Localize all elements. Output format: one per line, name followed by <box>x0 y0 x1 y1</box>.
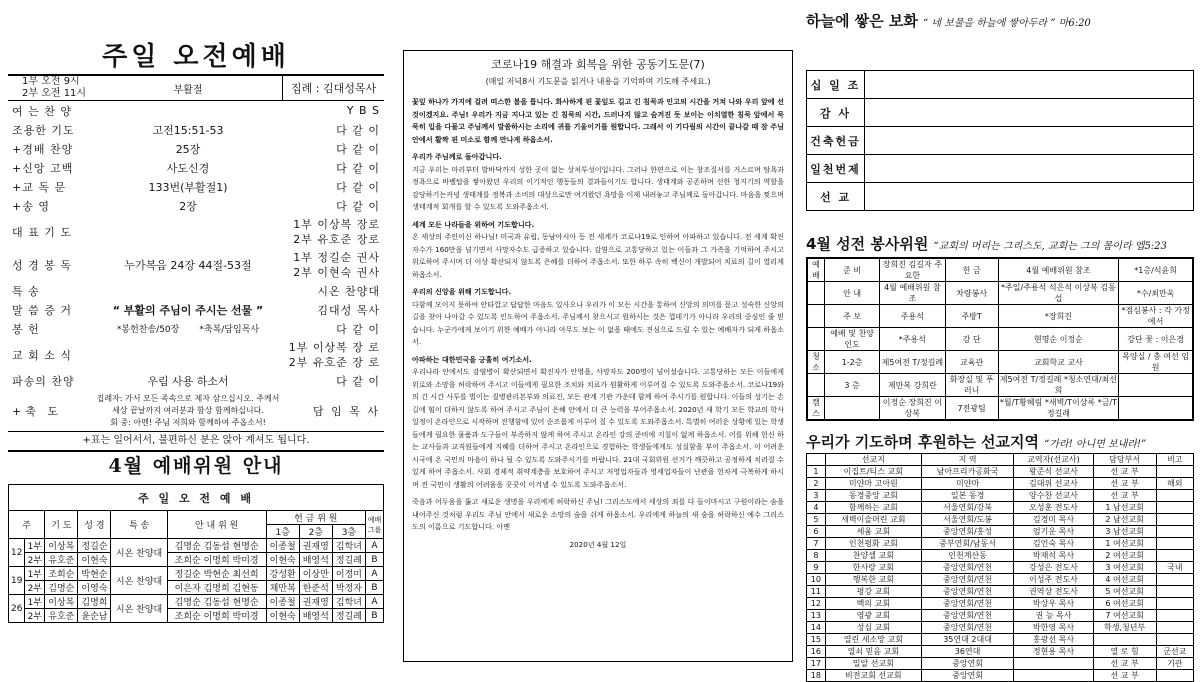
prayer-panel <box>403 0 793 669</box>
roster-row: 26 1부 이상복 김명희 시온 찬양대 김명순 김동섭 현명순 이종철 권재영 김학녀 A <box>9 595 384 609</box>
service-table <box>806 257 1194 421</box>
order-row: 조용한 기도 고전15:51-53 다 같 이 <box>12 123 380 137</box>
service-row: 예배 및 찬양 인도 *주용석 강 단 현명순 이정순 강단 꽃 : 이은경 <box>807 328 1193 351</box>
prayer-section-body: 지금 우리는 마리부터 발바닥까지 성한 곳이 없는 상처투성이입니다. 그러나 한편으로 이는 창조질서를 거스르며 탐욕과 정욕으로 바벨탑을 쌓아왔던 우리의 이기적인 행동들의 결과들이기도 합니다. 생태계와 공존하며 선한 청지기의 역할을 감당하기는커녕 생태계를 정복과 소비의 대상으로만 여겨왔던 욕망을 이제 내려놓고 주님께로 돌아갑니다. 마음을 찢으며 생태계적 회개를 할 수 있도록 도와주옵소서. <box>412 164 784 211</box>
roster-row: 2부 유호준 이현숙 조희순 이명희 박미경 이현숙 배영석 정길례 B <box>9 553 384 567</box>
mission-row: 4 함께하는 교회 서울연회/강북 오성훈 전도사 1 남선교회 <box>807 502 1194 514</box>
mission-row: 7 인천평화 교회 중부연회/남동서 김언숙 목사 1 여선교회 <box>807 538 1194 550</box>
roster-table: 주 일 오 전 예 배 주 기 도 성 경 특 송 안 내 위 원 헌 금 위 원 예배 그룹 1층 2층 3층 12 1부 이상복 정길순 시온 찬양대 김명순 김동섭 현명순 이종철 권재영 김학녀 A 2부 유호준 이현숙 조희순 이명희 박미경 이현숙 배영석 정길례 B 19 1부 조희순 박현순 시온 찬양대 정길순 박현순 최선희 강성환 이상만 이정미 A 2부 김명순 이영숙 이은자 김명희 김현동 채만복 한준석 박정자 B 26 1부 이상복 김명희 시온 찬양대 김명순 김동섭 현명순 이종철 권재영 김학녀 A 2부 유호준 윤순남 조희순 이명희 박미경 이현숙 배영석 정길례 B <box>8 484 384 623</box>
service-times: 1부 오전 9시 2부 오전 11시 <box>22 76 87 99</box>
offering-table <box>806 70 1194 211</box>
order-reading: 성 경 봉 독 누가복음 24장 44절-53절 1부 정길순 권사 2부 이현숙 권사 <box>12 250 380 279</box>
service-row: 캠스 이정순 장희진 이상복 7전광팀 *월/T황혜림 *새벽/T이상록 *금/T정길례 <box>807 397 1193 421</box>
mission-row: 12 백의 교회 중앙연회/연천 박상우 목사 6 여선교회 <box>807 598 1194 610</box>
service-row: 청소 1-2층 제5여전 T/정길례 교육관 교회학교 교사 목양실 / 충 여선 임원 <box>807 351 1193 374</box>
mission-row: 18 비전교회 선교회 중앙연회 선 교 부 <box>807 670 1194 682</box>
roster-row: 2부 김명순 이영숙 이은자 김명희 김현동 채만복 한준석 박정자 B <box>9 581 384 595</box>
offering-row: 건축헌금 <box>807 127 1194 155</box>
mission-row: 15 열린 새소망 교회 35연대 2대대 홍광선 목사 <box>807 634 1194 646</box>
mission-row: 1 이집트/티스 교회 남아프리카공화국 왕준식 선교사 선 교 부 <box>807 466 1194 478</box>
mission-row: 6 세움 교회 중앙연회/홍성 엄기운 목사 3 남선교회 <box>807 526 1194 538</box>
order-news: 교 회 소 식 1부 이상복 장 로 2부 유호준 장 로 <box>12 340 380 369</box>
worship-title: 주일 오전예배 <box>102 42 290 72</box>
prayer-subtitle: (매일 저녁8시 기도문을 읽거나 내용을 기억하며 기도해 주세요.) <box>485 76 711 86</box>
offering-row: 일천번제 <box>807 155 1194 183</box>
prayer-section-head: 우리가 주님께로 돌아갑니다. <box>412 152 502 161</box>
offering-row: 십 일 조 <box>807 71 1194 99</box>
roster-row: 2부 유호준 윤순남 조희순 이명희 박미경 이현숙 배영석 정길례 B <box>9 609 384 623</box>
roster-row: 12 1부 이상복 정길순 시온 찬양대 김명순 김동섭 현명순 이종철 권재영 김학녀 A <box>9 539 384 553</box>
mission-table <box>806 453 1194 682</box>
prayer-date: 2020년 4월 12일 <box>569 539 627 549</box>
prayer-section-body: 온 세상의 주인이신 하나님! 미국과 유럽, 동남아시아 등 전 세계가 코로나19로 인하여 아파하고 있습니다. 전 세계 확진자수가 160만을 넘기면서 사망자수도 급증하고 있습니다. 감염으로 고통당하고 있는 이들과 그 가족을 기억하여 주시고 위로하여 주시며 더 이상 확산되지 않도록 은혜를 더하여 주옵소서. 또한 하루 속히 백신이 개발되어 치료의 길이 열리게 하옵소서. <box>412 232 784 279</box>
service-row: 주 보 주용석 주방T *장희진 *점심봉사 : 각 가정에서 <box>807 305 1193 328</box>
roster-row: 19 1부 조희순 박현순 시온 찬양대 정길순 박현순 최선희 강성환 이상만 이정미 A <box>9 567 384 581</box>
prayer-section-body: 죽음과 어두움을 뚫고 새로운 생명을 우리에게 허락하신 주님! 그리스도에서 세상의 죄를 다 들이마시고 구원이라는 숨을 내어주신 것처럼 우리도 주님 안에서 새로운 소망의 숨을 쉬게 하옵소서. 우리에게 하늘의 새 숨을 허락하신 예수 그리스도의 이름으로 기도합니다. 아멘 <box>412 497 784 531</box>
season-label: 부활절 <box>173 84 203 96</box>
mission-title: 우리가 기도하며 후원하는 선교지역 “가라! 아니면 보내라!” <box>806 433 1147 451</box>
roster-caption: 주 일 오 전 예 배 <box>9 485 384 511</box>
mission-header: 선교지 지 역 교역자(선교사) 담당부서 비고 <box>807 454 1194 466</box>
mission-row: 13 영광 교회 중앙연회/연천 권 능 목사 7 여선교회 <box>807 610 1194 622</box>
service-row: 안 내 4월 예배위원 참조 차량봉사 *주일/주용석 석은석 이상복 김동섭 *수/최만욱 <box>807 282 1193 305</box>
prayer-intro: 꽃잎 하나가 가지에 걸려 떠스한 봄을 틉니다. 화사하게 핀 꽃잎도 길고 긴 침묵과 인고의 시간을 거쳐 나와 우리 앞에 선 것이겠지요. 주님! 우리가 지금 지나고 있는 긴 침묵의 시간, 드러나지 않고 숨겨진 듯 보이는 이치열한 침묵 앞에서 묵묵히 입을 다물고 주님께서 말씀하시는 소리에 귀를 기울이기를 원합니다. 그래서 이 기다림의 시간이 끝나갈 때 잠 주님 안에서 활짝 핀 미소로 함께 만나게 하옵소서. <box>412 97 784 144</box>
service-row: 예배 준 비 장희진 김길자 주요한 헌 금 4월 예배위원 참조 *1층/석윤희 <box>807 258 1193 282</box>
order-sermon: 말 씀 증 거 “ 부활의 주님이 주시는 선물 ” 김대성 목사 <box>12 303 380 317</box>
mission-row: 16 열쇠 믿음 교회 36연대 정현용 목사 열 로 힘 군선교 <box>807 646 1194 658</box>
order-offering: 봉 헌 *봉헌찬송/50장 *축복/담임목사 다 같 이 <box>12 322 380 336</box>
order-special: 특 송 시온 찬양대 <box>12 284 380 298</box>
mission-row: 17 밀알 선교회 중앙연회 선 교 부 기관 <box>807 658 1194 670</box>
mission-row: 10 행복한 교회 중앙연회/연천 이성주 전도사 4 여선교회 <box>807 574 1194 586</box>
offering-title: 하늘에 쌓은 보화 “ 네 보물을 하늘에 쌓아두라 ” 마6:20 <box>806 12 1091 30</box>
prayer-section-head: 세계 모든 나라들을 위하여 기도합니다. <box>412 219 535 229</box>
mission-row: 14 성심 교회 중앙연회/연천 박한영 목사 학생,청년부 <box>807 622 1194 634</box>
roster-title: 4월 예배위원 안내 <box>8 450 384 478</box>
mission-row: 8 찬양셀 교회 인천계산동 박재석 목사 2 여선교회 <box>807 550 1194 562</box>
order-row: +교 독 문 133번(부활절1) 다 같 이 <box>12 180 380 194</box>
mission-row: 9 한사랑 교회 중앙연회/연천 강성은 전도사 3 여선교회 국내 <box>807 562 1194 574</box>
standing-note: +표는 일어서서, 불편하신 분은 앉아 계셔도 됩니다. <box>82 435 310 446</box>
mission-row: 2 미얀마 고아원 미얀마 김대위 선교사 선 교 부 해외 <box>807 478 1194 490</box>
order-row: +송 영 2장 다 같 이 <box>12 199 380 213</box>
offering-row: 감 사 <box>807 99 1194 127</box>
worship-header <box>8 74 384 101</box>
service-title: 4월 성전 봉사위원 “교회의 머리는 그리스도, 교회는 그의 몸이라 엡5:23 <box>806 235 1167 253</box>
order-prayer: 대 표 기 도 1부 이상복 장로 2부 유호준 장로 <box>12 217 380 246</box>
order-benediction: +축 도 집례자: 가서 모든 족속으로 제자 삼으십시오. 주께서 세상 끝날까지 여러분과 함상 함께하십니다. 회 중: 아멘! 주님 저희와 함께하여 주옵소서! 담 임 목 사 <box>8 390 384 432</box>
prayer-section-head: 아파하는 대한민국을 긍휼히 여기소서. <box>412 354 532 364</box>
presider: 집례 : 김대성목사 <box>282 76 384 100</box>
order-of-service <box>8 101 384 215</box>
order-row: +경배 찬양 25장 다 같 이 <box>12 142 380 156</box>
worship-panel <box>8 0 384 669</box>
prayer-section-body: 우리나라 안에서도 감염병이 확산되면서 확진자가 안영을, 사망자도 200명이 넘어섰습니다. 고통당하는 모든 이들에게 위로와 소망을 허락하여 주시고 이들에게 필요한 조치와 치료가 원활하게 이루어질 수 있도록 도와주옵소서. 코로나19와의 긴 시간 사투를 벌이는 질병관리본부와 의료진, 모든 관계 기관 가운데 함께 하여 주시기를 원합니다. 이들의 성기는 손길에 힘이 더하지 않도록 하여 주시고 주님이 은혜 안에서 더 큰 능력을 부어주옵소서. 2020년 새 학기 모든 학교의 학사 일정이 온라인으로 시작하며 진행함에 있어 순조롭게 이루어 질 수 있도록 도와주옵소서. 특별히 여러운 상황에 있는 학생들에게 필요한 물품과 도구들이 부족하지 않게 하여 주시고 온라인 강의 준비에 지칠이 없게 하옵소서. 이를 위해 헌신 하는 교사들과 교직원들에게 지혜를 더하여 주시고 온라인으로 경험하는 학생들에게도 성실함을 부어 주옵소서. 이 어려운 시국에 온 국민의 마음이 하나 될 수 있도록 도와주시기를 바랍니다. 21대 국회위원 선거가 깨끗하고 공정하게 치러질 수 있게 하여 주옵소서. 사회 경제적 취약계층을 보호하여 주시고 저영업자들과 영세업자들이 난관을 헌차게 극복하게 하시며 전 국민이 생활의 어려움을 꿋꿋이 이겨낼 수 있도록 도와주옵소서. <box>412 367 784 489</box>
mission-row: 11 평강 교회 중앙연회/연천 권역상 전도사 5 여선교회 <box>807 586 1194 598</box>
prayer-title: 코로나19 해결과 회복을 위한 공동기도문(7) <box>491 58 705 71</box>
prayer-section-head: 우리의 신앙을 위해 기도합니다. <box>412 287 512 296</box>
info-panel <box>806 0 1194 680</box>
mission-row: 5 새벽이슬머린 교회 서울연회/도봉 김경미 목사 2 남선교회 <box>807 514 1194 526</box>
order-dismiss: 파송의 찬양 우림 사용 하소서 다 같 이 <box>12 374 380 388</box>
prayer-section-body: 다함께 모이지 못하여 안타깝고 답답한 마음도 있사오나 우리가 이 모든 시간을 통하여 신앙의 의미를 묻고 성숙한 신앙의 길을 찾아 나아갈 수 있도록 인도하여 주옵소서. 주님께서 찾으시고 원하시는 것은 껍데기가 아니라 우리의 중심인 줄 믿습니다. 누군가에게 보이기 위한 예배가 아니라 아무도 보는 이 없을 때에도 진심으로 드릴 수 있는 예배자가 되게 하옵소서. <box>412 299 784 346</box>
mission-row: 3 동경중앙 교회 일본 동경 양수찬 선교사 선 교 부 <box>807 490 1194 502</box>
service-row: 3 층 제만복 강희란 화장실 및 푸러니 제5여전 T/정길례 *청소연대/최선희 <box>807 374 1193 397</box>
prayer-document <box>403 50 793 662</box>
order-row: 여 는 찬 양 Y B S <box>12 104 380 118</box>
offering-row: 선 교 <box>807 183 1194 211</box>
order-row: +신앙 고백 사도신경 다 같 이 <box>12 161 380 175</box>
